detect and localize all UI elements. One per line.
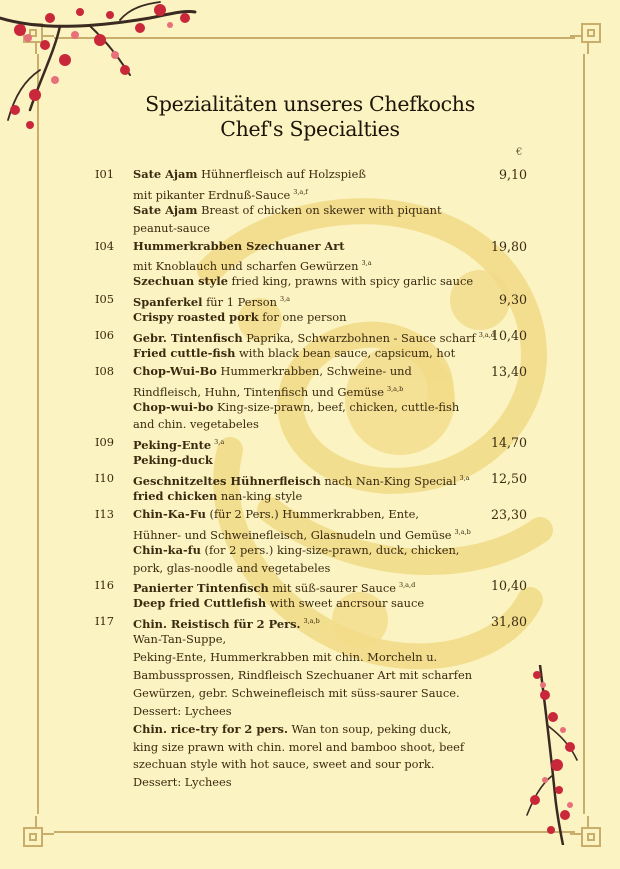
item-name: Chin. Reistisch für 2 Pers. xyxy=(133,617,301,632)
item-code: I09 xyxy=(95,435,114,450)
item-description: Sate Ajam Breast of chicken on skewer with piquant xyxy=(133,202,442,217)
item-code: I10 xyxy=(95,471,114,486)
item-name: fried chicken xyxy=(133,489,218,504)
item-description: Gewürzen, gebr. Schweinefleisch mit süss-saurer Sauce. xyxy=(133,685,460,700)
allergen-codes: 3,a xyxy=(214,438,225,447)
menu-item-line xyxy=(95,649,535,667)
item-description: Szechuan style fried king, prawns with spicy garlic sauce xyxy=(133,274,474,289)
menu-item xyxy=(95,577,535,613)
menu-item-line xyxy=(95,774,535,792)
currency-symbol: € xyxy=(516,147,523,158)
allergen-codes: 3,a,b xyxy=(454,527,471,536)
frame-left xyxy=(37,54,39,814)
item-price: 9,10 xyxy=(498,167,527,182)
item-price: 10,40 xyxy=(490,578,527,594)
allergen-codes: 3,a xyxy=(361,259,372,268)
item-description: Bambussprossen, Rindfleisch Szechuaner Art mit scharfen xyxy=(133,667,473,682)
item-price: 31,80 xyxy=(490,614,527,630)
menu-list xyxy=(95,166,535,792)
menu-item xyxy=(95,327,535,363)
item-name: Chin. rice-try for 2 pers. xyxy=(133,721,288,736)
menu-item xyxy=(95,166,535,238)
item-description: Hühner- und Schweinefleisch, Glasnudeln und Gemüse $^{3,a,b}$ xyxy=(133,527,471,542)
item-description: Fried cuttle-fish with black bean sauce, capsicum, hot xyxy=(133,345,456,360)
item-price: 14,70 xyxy=(490,435,527,451)
item-name: Gebr. Tintenfisch xyxy=(133,331,243,346)
item-code: I04 xyxy=(95,238,114,253)
menu-item-line xyxy=(95,345,535,363)
item-description: Sate Ajam Hühnerfleisch auf Holzspieß xyxy=(133,167,366,181)
item-name: Peking-Ente xyxy=(133,438,212,453)
item-name: Chop-Wui-Bo xyxy=(133,363,217,378)
item-code: I01 xyxy=(95,167,114,181)
item-description: Chin-Ka-Fu (für 2 Pers.) Hummerkrabben, Ente, xyxy=(133,506,419,521)
item-description: Chin-ka-fu (for 2 pers.) king-size-prawn, duck, chicken, xyxy=(133,542,460,557)
item-description: king size prawn with chin. morel and bamboo shoot, beef xyxy=(133,739,465,754)
menu-item-line xyxy=(95,381,535,399)
item-description: fried chicken nan-king style xyxy=(133,489,303,504)
item-price: 9,30 xyxy=(498,292,527,308)
menu-item-line xyxy=(95,327,535,345)
frame-corner-top-right-icon xyxy=(568,22,602,56)
item-description: Geschnitzeltes Hühnerfleisch nach Nan-King Special $^{3,a}$ xyxy=(133,474,470,489)
item-name: Sate Ajam xyxy=(133,167,198,181)
menu-item-line xyxy=(95,434,535,452)
menu-item-line xyxy=(95,631,535,649)
menu-item xyxy=(95,506,535,578)
item-code: I13 xyxy=(95,506,114,521)
item-description: Rindfleisch, Huhn, Tintenfisch und Gemüse $^{3,a,b}$ xyxy=(133,384,404,399)
menu-item-line xyxy=(95,721,535,739)
item-code: I05 xyxy=(95,292,114,307)
item-price: 19,80 xyxy=(490,238,527,254)
menu-item xyxy=(95,434,535,470)
menu-item-line xyxy=(95,595,535,613)
menu-item xyxy=(95,238,535,292)
item-description: Chop-Wui-Bo Hummerkrabben, Schweine- und xyxy=(133,363,412,378)
menu-item-line xyxy=(95,291,535,309)
item-description: Dessert: Lychees xyxy=(133,775,232,790)
item-name: Chin-Ka-Fu xyxy=(133,506,206,521)
item-description: szechuan style with hot sauce, sweet and sour pork. xyxy=(133,757,435,772)
menu-item-line xyxy=(95,273,535,291)
item-description xyxy=(133,452,213,470)
menu-item-line xyxy=(95,363,535,381)
menu-item-line xyxy=(95,542,535,560)
item-description: Deep fried Cuttlefish with sweet ancrsour sauce xyxy=(133,596,425,611)
menu-item-line xyxy=(95,613,535,631)
menu-item-line xyxy=(95,577,535,595)
item-description: Gebr. Tintenfisch Paprika, Schwarzbohnen - Sauce scharf $^{3,a,d}$ xyxy=(133,331,495,346)
item-code: I17 xyxy=(95,614,114,629)
menu-item-line xyxy=(95,452,535,470)
item-code: I06 xyxy=(95,328,114,343)
item-description: Chop-wui-bo King-size-prawn, beef, chicken, cuttle-fish xyxy=(133,399,460,414)
menu-item-line xyxy=(95,739,535,757)
item-name: Panierter Tintenfisch xyxy=(133,581,269,596)
item-description: Spanferkel für 1 Person $^{3,a}$ xyxy=(133,295,291,310)
item-name: Deep fried Cuttlefish xyxy=(133,596,267,611)
item-name: Sate Ajam xyxy=(133,202,198,217)
frame-bottom xyxy=(54,831,575,833)
allergen-codes: 3,a xyxy=(279,295,291,304)
allergen-codes: 3,a xyxy=(459,474,470,483)
item-price: 10,40 xyxy=(490,328,527,344)
item-name: Szechuan style xyxy=(133,274,228,289)
item-name: Geschnitzeltes Hühnerfleisch xyxy=(133,474,321,489)
menu-item xyxy=(95,470,535,506)
item-name: Crispy roasted pork xyxy=(133,310,259,325)
item-description: Dessert: Lychees xyxy=(133,703,232,718)
item-description: Peking-Ente, Hummerkrabben mit chin. Morcheln u. xyxy=(133,650,438,665)
menu-item-line xyxy=(95,184,535,202)
menu-item xyxy=(95,363,535,435)
allergen-codes: 3,a,b xyxy=(303,617,320,626)
menu-item xyxy=(95,613,535,792)
item-description: and chin. vegetabeles xyxy=(133,417,259,432)
menu-item xyxy=(95,291,535,327)
allergen-codes: 3,a,d xyxy=(398,581,416,590)
menu-item-line xyxy=(95,202,535,220)
menu-item-line xyxy=(95,560,535,578)
title-english: Chef's Specialties xyxy=(220,117,400,141)
menu-item-line xyxy=(95,506,535,524)
menu-item-line xyxy=(95,488,535,506)
item-description: Chin. rice-try for 2 pers. Wan ton soup, peking duck, xyxy=(133,721,452,736)
item-price: 12,50 xyxy=(490,471,527,487)
item-description: peanut-sauce xyxy=(133,220,211,235)
item-name: Peking-duck xyxy=(133,453,213,468)
menu-item-line xyxy=(95,685,535,703)
item-name: Fried cuttle-fish xyxy=(133,345,236,360)
item-code: I08 xyxy=(95,363,114,378)
menu-item-line xyxy=(95,399,535,417)
allergen-codes: 3,a,b xyxy=(386,384,404,393)
item-name: Spanferkel xyxy=(133,295,203,310)
item-name: Hummerkrabben Szechuaner Art xyxy=(133,238,345,253)
menu-item-line xyxy=(95,255,535,273)
allergen-codes: 3,a,f xyxy=(293,187,308,196)
item-description: Crispy roasted pork for one person xyxy=(133,310,347,325)
item-code: I16 xyxy=(95,578,114,593)
item-name: Chop-wui-bo xyxy=(133,399,214,414)
page-title xyxy=(0,92,620,142)
menu-item-line xyxy=(95,166,535,184)
menu-item-line xyxy=(95,524,535,542)
item-description xyxy=(133,238,345,256)
item-price: 23,30 xyxy=(490,506,527,522)
menu-item-line xyxy=(95,220,535,238)
frame-corner-bottom-left-icon xyxy=(22,814,56,848)
item-description: Wan-Tan-Suppe, xyxy=(133,632,227,647)
menu-item-line xyxy=(95,667,535,685)
menu-item-line xyxy=(95,309,535,327)
item-description: mit pikanter Erdnuß-Sauce $^{3,a,f}$ xyxy=(133,187,308,202)
item-name: Chin-ka-fu xyxy=(133,542,201,557)
menu-item-line xyxy=(95,756,535,774)
item-description: pork, glas-noodle and vegetabeles xyxy=(133,560,331,575)
item-description: mit Knoblauch und scharfen Gewürzen $^{3,a}$ xyxy=(133,259,372,274)
item-price: 13,40 xyxy=(490,363,527,379)
title-german: Spezialitäten unseres Chefkochs xyxy=(145,92,475,116)
allergen-codes: 3,a,d xyxy=(478,331,495,340)
item-description: Panierter Tintenfisch mit süß-saurer Sauce $^{3,a,d}$ xyxy=(133,581,416,596)
menu-item-line xyxy=(95,238,535,256)
menu-item-line xyxy=(95,416,535,434)
menu-item-line xyxy=(95,470,535,488)
menu-item-line xyxy=(95,703,535,721)
